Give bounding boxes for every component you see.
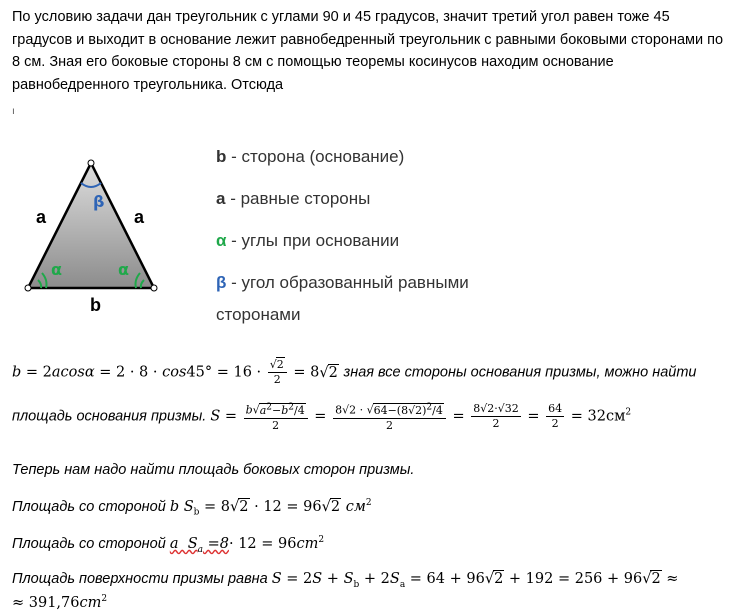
formula-side-b-area: Площадь со стороной b $S_b = 8√2 \cdot 12 = 96√2$ $см^2$	[12, 498, 372, 518]
triangle-figure	[20, 155, 170, 320]
label-alpha-right: α	[118, 260, 129, 279]
formula-total-area: Площадь поверхности призмы равна $S = 2S + S_b + 2S_a = 64 + 96√2 + 192 = 256 + 96√2$ ≈	[12, 571, 679, 590]
formula-total-result: ≈ $391,76cm^2$	[12, 594, 108, 611]
lateral-intro-text: Теперь нам надо найти площадь боковых сторон призмы.	[12, 462, 415, 478]
label-a-right: a	[134, 207, 145, 227]
label-alpha-left: α	[51, 260, 62, 279]
vertex-top	[88, 160, 94, 166]
vertex-right	[151, 285, 157, 291]
label-beta: β	[93, 192, 105, 211]
formula-base-length: b = 2acosα = 2 · 8 · cos45° = 16 · $\frac{√2}{2}$ = 8√2 зная все стороны основания призмы, можно найти	[12, 358, 697, 386]
intro-paragraph: По условию задачи дан треугольник с углами 90 и 45 градусов, значит третий угол равен тоже 45 градусов и выходит в основание лежит равнобедренный треугольник с равными боковыми сторонами по 8 см. Зная его боковые стороны 8 см с помощью теоремы косинусов находим основание равнобедренного треугольника. Отсюда	[12, 9, 724, 93]
legend-item-a: a - равные стороны	[216, 189, 371, 208]
text-cursor-mark: ı	[12, 106, 15, 117]
legend-continuation: сторонами	[216, 305, 301, 324]
formula-side-a-area: Площадь со стороной a $S_a =8\cdot 12 = 96cm^2$	[12, 535, 325, 555]
legend-item-b: b - сторона (основание)	[216, 147, 405, 166]
formula-base-area: площадь основания призмы. S = $\frac{b√a^2-b^2/4}{2}$ = $\frac{8√2 \cdot √64-(8√2)^2/4}{2}$ = $\frac{8√2\cdot√32}{2}$ = $\frac{64}{2}$ = $32см^2$	[12, 401, 632, 432]
label-b: b	[90, 295, 101, 315]
vertex-left	[25, 285, 31, 291]
label-a-left: a	[36, 207, 47, 227]
legend-item-beta: β - угол образованный равными	[216, 273, 469, 292]
legend-item-alpha: α - углы при основании	[216, 231, 400, 250]
